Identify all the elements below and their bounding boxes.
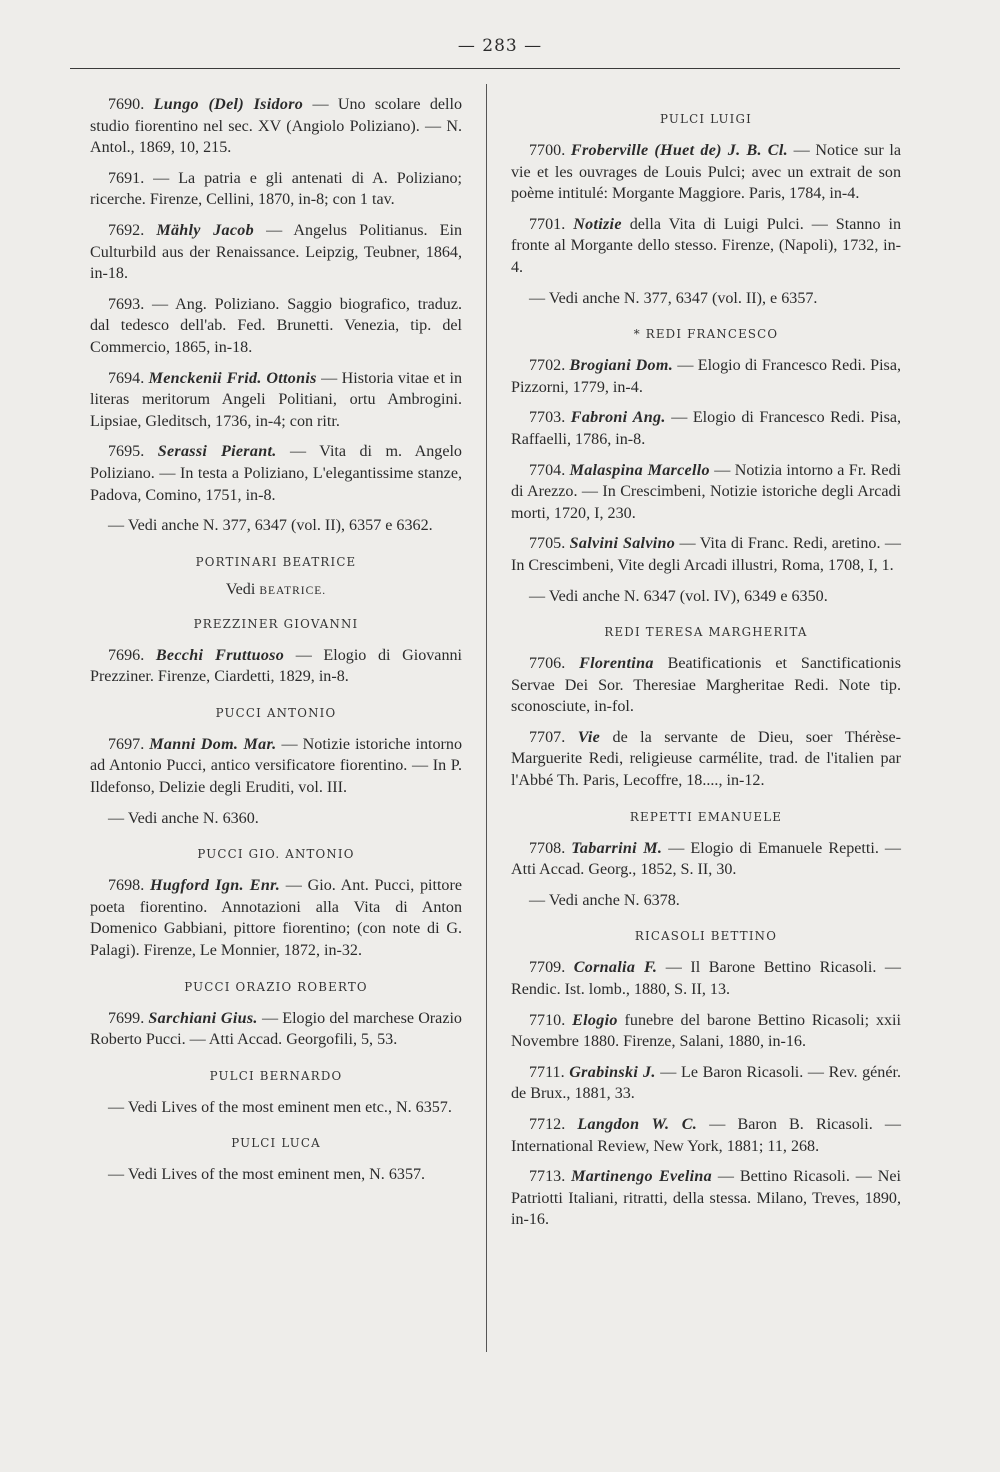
entry-author: Langdon W. C. xyxy=(577,1116,698,1133)
page-number: — 283 — xyxy=(457,36,543,56)
bibliography-entry xyxy=(90,734,462,799)
bibliography-entry xyxy=(90,645,462,688)
bibliography-entry xyxy=(90,515,462,537)
entry-number: 7709. xyxy=(529,959,566,977)
entry-text: — Vedi anche N. 6360. xyxy=(108,809,259,827)
bibliography-entry xyxy=(90,441,462,506)
bibliography-entry xyxy=(511,957,901,1000)
section-heading: PULCI LUIGI xyxy=(659,112,753,126)
bibliography-entry xyxy=(511,460,901,525)
entry-number: 7704. xyxy=(529,461,566,479)
entry-number: 7706. xyxy=(529,655,566,673)
entry-number: 7698. xyxy=(108,877,145,895)
entry-text: — Vedi anche N. 377, 6347 (vol. II), 6357 e 6362. xyxy=(108,517,433,535)
entry-number: 7707. xyxy=(529,728,566,746)
bibliography-entry xyxy=(90,875,462,961)
bibliography-entry xyxy=(511,288,901,310)
entry-text: — Elogio di Francesco Redi. Pisa, Raffaelli, 1786, in-8. xyxy=(511,409,901,448)
entry-author: Froberville (Huet de) J. B. Cl. xyxy=(570,142,788,159)
section-heading: REDI TERESA MARGHERITA xyxy=(604,625,808,640)
bibliography-entry xyxy=(90,808,462,830)
bibliography-entry xyxy=(511,727,901,792)
entry-number: 7692. xyxy=(108,221,145,239)
bibliography-entry xyxy=(511,1114,901,1157)
entry-text: — Angelus Politianus. Ein Culturbild aus der Renaissance. Leipzig, Teubner, 1864, in-18. xyxy=(90,221,462,283)
entry-number: 7691. xyxy=(108,169,145,187)
bibliography-entry xyxy=(511,407,901,450)
entry-author: Vie xyxy=(577,728,601,746)
bibliography-entry xyxy=(511,1010,901,1053)
right-column xyxy=(511,94,901,1240)
entry-text: — Vedi anche N. 6347 (vol. IV), 6349 e 6350. xyxy=(529,587,828,605)
entry-text: — Vita di Franc. Redi, aretino. — In Crescimbeni, Vite degli Arcadi illustri, Roma, 1708, I, 1. xyxy=(511,535,901,574)
left-column xyxy=(90,94,462,1195)
entry-author: Hugford Ign. Enr. xyxy=(149,877,281,895)
bibliography-entry xyxy=(511,586,901,608)
bibliography-entry xyxy=(90,1008,462,1051)
entry-number: 7693. xyxy=(108,295,145,313)
entry-text: della Vita di Luigi Pulci. — Stanno in fronte al Morgante dello stesso. Firenze, (Napoli), 1732, in-4. xyxy=(511,215,901,276)
entry-text: funebre del barone Bettino Ricasoli; xxii Novembre 1880. Firenze, Salani, 1880, in-16. xyxy=(511,1011,902,1051)
entry-text: — Notizia intorno a Fr. Redi di Arezzo. — In Crescimbeni, Notizie istoriche degli Arcadi morti, 1720, I, 230. xyxy=(511,461,901,522)
entry-text: — Elogio di Giovanni Prezziner. Firenze, Ciardetti, 1829, in-8. xyxy=(90,646,463,686)
bibliography-entry xyxy=(511,214,901,279)
entry-text: — Elogio del marchese Orazio Roberto Pucci. — Atti Accad. Georgofili, 5, 53. xyxy=(90,1009,462,1049)
bibliography-entry xyxy=(511,355,901,398)
entry-text: — Il Barone Bettino Ricasoli. — Rendic. Ist. lomb., 1880, S. II, 13. xyxy=(511,959,901,999)
entry-author: Lungo (Del) Isidoro xyxy=(153,96,304,113)
bibliography-entry xyxy=(90,368,462,433)
entry-author: Malaspina Marcello xyxy=(569,461,710,479)
section-heading: * REDI FRANCESCO xyxy=(633,327,779,342)
entry-number: 7702. xyxy=(529,357,566,375)
bibliography-entry xyxy=(511,1062,901,1105)
entry-text: — Vedi anche N. 377, 6347 (vol. II), e 6357. xyxy=(529,289,818,307)
entry-number: 7703. xyxy=(529,409,566,427)
header-rule xyxy=(70,68,900,69)
bibliography-entry xyxy=(90,1097,462,1119)
entry-text: — Uno scolare dello studio fiorentino nel sec. XV (Angiolo Poliziano). — N. Antol., 1869, 10, 215. xyxy=(90,96,462,157)
bibliography-entry xyxy=(511,890,901,912)
entry-author: Brogiani Dom. xyxy=(569,357,674,375)
entry-number: 7713. xyxy=(529,1168,566,1186)
entry-author: Manni Dom. Mar. xyxy=(149,735,277,753)
section-heading: REPETTI EMANUELE xyxy=(629,809,783,824)
entry-author: Salvini Salvino xyxy=(569,535,676,553)
cross-reference xyxy=(90,581,462,599)
entry-text: — La patria e gli antenati di A. Poliziano; ricerche. Firenze, Cellini, 1870, in-8; con 1 tav. xyxy=(90,169,463,209)
entry-author: Tabarrini M. xyxy=(571,839,663,857)
section-heading: PULCI BERNARDO xyxy=(209,1068,343,1083)
entry-number: 7712. xyxy=(529,1116,566,1133)
entry-text: — Vedi Lives of the most eminent men, N. 6357. xyxy=(108,1166,426,1184)
entry-number: 7701. xyxy=(529,215,566,233)
bibliography-entry xyxy=(511,533,901,576)
section-heading: PULCI LUCA xyxy=(231,1136,321,1151)
section-heading: PUCCI ANTONIO xyxy=(215,705,337,720)
entry-text: — Notice sur la vie et les ouvrages de Louis Pulci; avec un extrait de son poème intitulé: Morgante Maggiore. Paris, 1784, in-4. xyxy=(511,142,901,203)
entry-number: 7699. xyxy=(108,1009,145,1027)
entry-text: — Le Baron Ricasoli. — Rev. génér. de Brux., 1881, 33. xyxy=(511,1063,901,1103)
section-heading: PUCCI GIO. ANTONIO xyxy=(197,847,355,862)
entry-author: Martinengo Evelina xyxy=(571,1168,713,1186)
bibliography-entry xyxy=(511,1166,901,1231)
entry-author: Notizie xyxy=(573,215,622,233)
entry-number: 7697. xyxy=(108,735,145,753)
entry-number: 7695. xyxy=(108,443,145,461)
entry-text: — Elogio di Francesco Redi. Pisa, Pizzorni, 1779, in-4. xyxy=(511,357,901,396)
bibliography-entry xyxy=(90,220,462,285)
entry-text: — Baron B. Ricasoli. — International Review, New York, 1881; 11, 268. xyxy=(511,1116,901,1155)
entry-number: 7690. xyxy=(108,96,145,113)
bibliography-entry xyxy=(511,140,901,205)
entry-author: Elogio xyxy=(572,1011,618,1029)
entry-author: Cornalia F. xyxy=(573,959,658,977)
entry-text: — Gio. Ant. Pucci, pittore poeta fiorentino. Annotazioni alla Vita di Anton Domenico Gabbiani, pittore fiorentino; (con note di G. Palagi). Firenze, Le Monnier, 1872, in-32. xyxy=(90,877,462,960)
section-heading: RICASOLI BETTINO xyxy=(634,929,778,944)
entry-number: 7710. xyxy=(529,1011,566,1029)
bibliography-entry xyxy=(511,653,901,718)
entry-number: 7700. xyxy=(529,142,566,159)
entry-number: 7705. xyxy=(529,535,566,553)
entry-author: Fabroni Ang. xyxy=(570,409,666,427)
see-label: Vedi xyxy=(225,580,260,598)
entry-text: — Vedi anche N. 6378. xyxy=(529,891,680,909)
section-heading: PUCCI ORAZIO ROBERTO xyxy=(184,979,368,994)
bibliography-entry xyxy=(90,1164,462,1186)
entry-text: — Historia vitae et in literas meritorum Angeli Politiani, ortu Ambrogini. Lipsiae, Gleditsch, 1736, in-4; con ritr. xyxy=(90,369,463,430)
entry-author: Serassi Pierant. xyxy=(157,443,277,461)
entry-number: 7696. xyxy=(108,646,145,664)
see-target: BEATRICE. xyxy=(259,584,327,597)
section-heading: PREZZINER GIOVANNI xyxy=(193,616,359,631)
entry-author: Florentina xyxy=(579,655,654,673)
entry-text: — Notizie istoriche intorno ad Antonio Pucci, antico versificatore fiorentino. — In P. Ildefonso, Delizie degli Eruditi, vol. III. xyxy=(90,735,462,797)
entry-number: 7711. xyxy=(529,1063,565,1081)
entry-text: — Elogio di Emanuele Repetti. — Atti Accad. Georg., 1852, S. II, 30. xyxy=(511,839,901,879)
entry-number: 7708. xyxy=(529,839,566,857)
entry-number: 7694. xyxy=(108,369,145,387)
entry-author: Sarchiani Gius. xyxy=(148,1009,258,1027)
entry-author: Menckenii Frid. Ottonis xyxy=(148,369,317,387)
entry-author: Grabinski J. xyxy=(569,1063,656,1081)
section-heading: PORTINARI BEATRICE xyxy=(195,554,357,569)
entry-author: Becchi Fruttuoso xyxy=(155,646,285,664)
entry-text: de la servante de Dieu, soer Thérèse-Marguerite Redi, religieuse carmélite, trad. de l'italien par l'Abbé Th. Paris, Lecoffre, 18...., in-12. xyxy=(511,728,901,790)
entry-text: — Bettino Ricasoli. — Nei Patriotti Italiani, ritratti, della stessa. Milano, Treves, 1890, in-16. xyxy=(511,1168,901,1229)
entry-author: Mähly Jacob xyxy=(156,221,254,239)
bibliography-entry xyxy=(90,168,462,211)
entry-text: — Vita di m. Angelo Poliziano. — In testa a Poliziano, L'elegantissime stanze, Padova, Comino, 1751, in-8. xyxy=(90,443,462,504)
column-divider xyxy=(486,84,487,1352)
bibliography-entry xyxy=(511,838,901,881)
entry-text: — Ang. Poliziano. Saggio biografico, traduz. dal tedesco dell'ab. Fed. Brunetti. Venezia, tip. del Commercio, 1865, in-18. xyxy=(90,295,462,356)
entry-text: Beatificationis et Sanctificationis Servae Dei Sor. Theresiae Margheritae Redi. Note tip. sconosciute, in-fol. xyxy=(511,655,901,716)
bibliography-entry xyxy=(90,94,462,159)
bibliography-entry xyxy=(90,294,462,359)
entry-text: — Vedi Lives of the most eminent men etc., N. 6357. xyxy=(108,1098,452,1116)
